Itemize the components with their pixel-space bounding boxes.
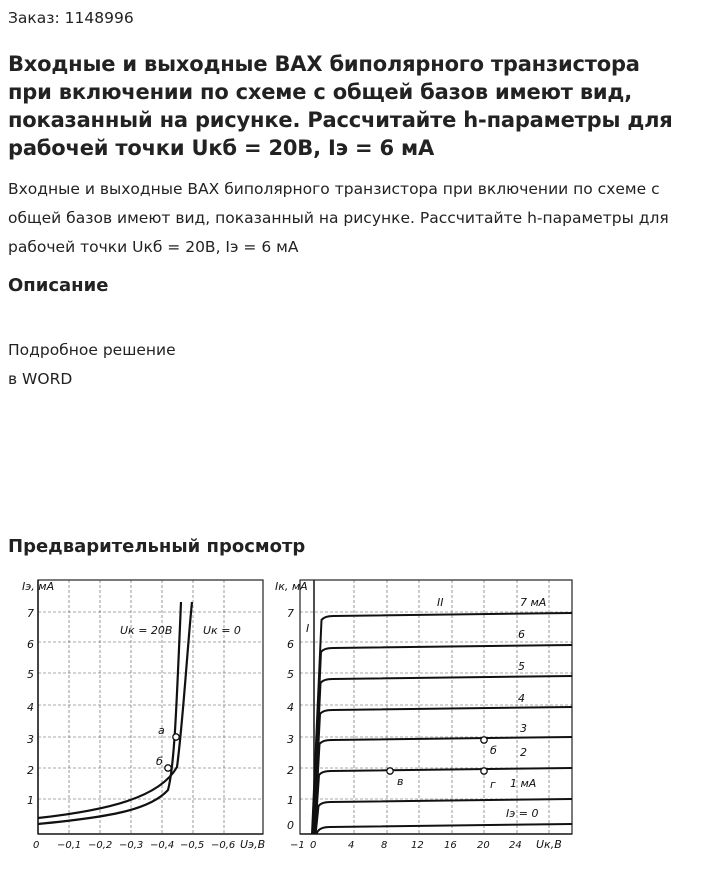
tick-label: −0,4 <box>150 840 175 851</box>
point-label: а <box>158 724 165 737</box>
description-line: Подробное решение <box>8 341 176 359</box>
tick-label: 3 <box>27 733 34 746</box>
curve-label: Uк = 20В <box>120 624 173 637</box>
output-curve <box>316 824 572 834</box>
curve-label: Uк = 0 <box>203 624 241 637</box>
tick-label: −0,6 <box>211 840 236 851</box>
tick-label: 4 <box>27 701 34 714</box>
tick-label: 6 <box>27 638 34 651</box>
preview-image <box>0 572 580 862</box>
left-y-axis-label: Iэ, мА <box>22 580 55 593</box>
tick-label: −0,2 <box>88 840 113 851</box>
curve-label: 6 <box>518 628 525 641</box>
tick-label: 24 <box>509 840 522 851</box>
curve-label: 4 <box>518 692 525 705</box>
output-characteristics-plot <box>275 580 572 851</box>
tick-label: −0,1 <box>57 840 82 851</box>
tick-label: −0,3 <box>119 840 144 851</box>
region-label: II <box>437 596 444 609</box>
tick-label: 0 <box>310 840 317 851</box>
tick-label: 7 <box>27 607 34 620</box>
input-characteristics-plot <box>22 580 265 851</box>
curve-label: 7 мА <box>520 596 547 609</box>
description-line: в WORD <box>8 370 73 388</box>
right-y-axis-label: Iк, мА <box>275 580 308 593</box>
tick-label: 16 <box>444 840 457 851</box>
point-label: б <box>490 744 497 757</box>
tick-label: 8 <box>381 840 388 851</box>
tick-label: 2 <box>287 764 294 777</box>
preview-heading: Предварительный просмотр <box>8 536 306 557</box>
tick-label: 6 <box>287 638 294 651</box>
order-number: Заказ: 1148996 <box>8 9 134 27</box>
tick-label: 5 <box>27 668 34 681</box>
curve-label: 3 <box>520 722 527 735</box>
tick-label: 1 <box>27 794 34 807</box>
left-x-axis-label: Uэ,В <box>240 838 266 851</box>
point-label: б <box>156 755 163 768</box>
tick-label: 0 <box>33 840 40 851</box>
task-text: Входные и выходные ВАХ биполярного транзистора при включении по схеме с общей базов имеют вид, показанный на рисунке. Рассчитайте h-параметры для рабочей точки Uкб = 20В, Iэ = 6 мА <box>8 180 669 256</box>
right-x-axis-label: Uк,В <box>536 838 562 851</box>
point-label: г <box>490 778 496 791</box>
tick-label: 2 <box>27 764 34 777</box>
tick-label: 5 <box>287 668 294 681</box>
tick-label: 20 <box>477 840 490 851</box>
curve-label: 5 <box>518 660 525 673</box>
tick-label: 4 <box>287 701 294 714</box>
curve-label: 1 мА <box>510 777 537 790</box>
tick-label: 7 <box>287 607 294 620</box>
description-text <box>8 336 176 394</box>
tick-label: 3 <box>287 733 294 746</box>
region-label: I <box>306 622 310 635</box>
page-title: Входные и выходные ВАХ биполярного транзистора при включении по схеме с общей базов имеют вид, показанный на рисунке. Рассчитайте h-параметры для рабочей точки Uкб = 20В, Iэ = 6 мА <box>8 52 673 160</box>
tick-label: −1 <box>290 840 305 851</box>
description-heading: Описание <box>8 275 109 296</box>
point-label: в <box>397 775 404 788</box>
tick-label: 0 <box>287 819 294 832</box>
curve-label: 2 <box>520 746 527 759</box>
curve-label: Iэ = 0 <box>506 807 539 820</box>
tick-label: −0,5 <box>180 840 205 851</box>
tick-label: 12 <box>411 840 424 851</box>
tick-label: 1 <box>287 794 294 807</box>
tick-label: 4 <box>348 840 355 851</box>
